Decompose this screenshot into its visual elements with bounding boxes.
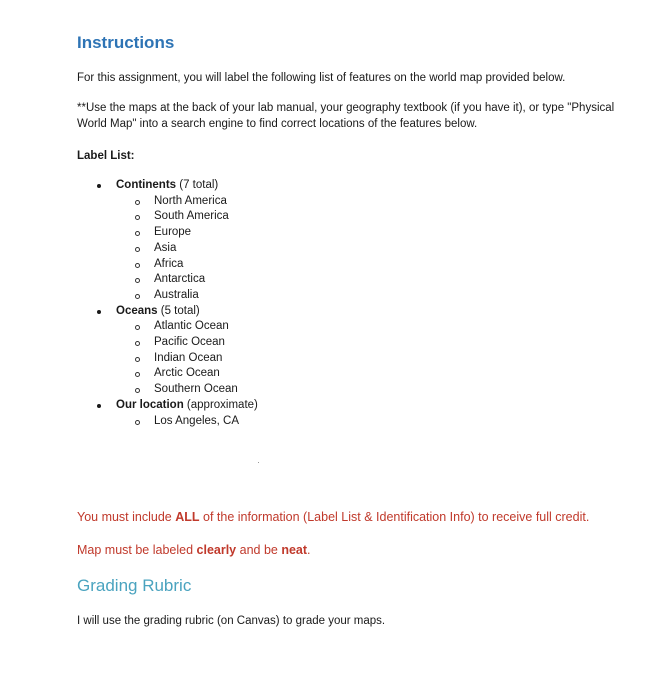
req2-text-e: .	[307, 543, 311, 557]
list-item: Australia	[116, 288, 477, 304]
req2-text-bold-clearly: clearly	[196, 543, 237, 557]
location-title: Our location	[116, 398, 184, 411]
location-suffix: (approximate)	[183, 398, 258, 411]
req1-text-a: You must include	[77, 510, 176, 524]
list-item: Arctic Ocean	[116, 366, 477, 382]
continents-title: Continents	[116, 179, 177, 191]
list-item: Europe	[116, 225, 477, 241]
continents-sublist	[116, 194, 477, 304]
instructions-heading: Instructions	[77, 33, 175, 52]
continents-suffix: (7 total)	[176, 179, 219, 191]
list-item: Asia	[116, 241, 477, 257]
list-item: Indian Ocean	[116, 351, 477, 367]
list-item: Atlantic Ocean	[116, 319, 477, 335]
oceans-title: Oceans	[116, 304, 158, 317]
req1-text-c: of the information (Label List & Identification Info) to receive full credit.	[199, 510, 590, 524]
oceans-sublist	[116, 319, 477, 398]
rubric-paragraph: I will use the grading rubric (on Canvas) to grade your maps.	[77, 615, 386, 627]
stray-dot	[258, 462, 259, 463]
list-item-continents	[77, 178, 477, 304]
list-item: Antarctica	[116, 272, 477, 288]
list-item-oceans	[77, 304, 477, 398]
list-item: Los Angeles, CA	[116, 414, 477, 430]
label-list-title: Label List:	[77, 150, 135, 162]
intro-paragraph: For this assignment, you will label the following list of features on the world map provided below.	[77, 72, 566, 84]
list-item: North America	[116, 194, 477, 210]
list-item: Africa	[116, 257, 477, 273]
list-item: Southern Ocean	[116, 382, 477, 398]
req2-text-bold-neat: neat	[281, 543, 308, 557]
req1-text-bold: ALL	[175, 510, 200, 524]
rubric-heading: Grading Rubric	[77, 576, 192, 595]
location-sublist	[116, 414, 477, 430]
list-item: South America	[116, 209, 477, 225]
label-list	[77, 178, 477, 429]
req2-text-a: Map must be labeled	[77, 543, 197, 557]
oceans-suffix: (5 total)	[157, 304, 200, 317]
note-paragraph: **Use the maps at the back of your lab manual, your geography textbook (if you have it), or type "Physical World Map" into a search engine to find correct locations of the features below.	[77, 102, 615, 130]
requirement-line-2	[77, 543, 311, 557]
list-item-location	[77, 398, 477, 429]
list-item: Pacific Ocean	[116, 335, 477, 351]
req2-text-c: and be	[236, 543, 282, 557]
requirement-line-1	[77, 510, 589, 524]
